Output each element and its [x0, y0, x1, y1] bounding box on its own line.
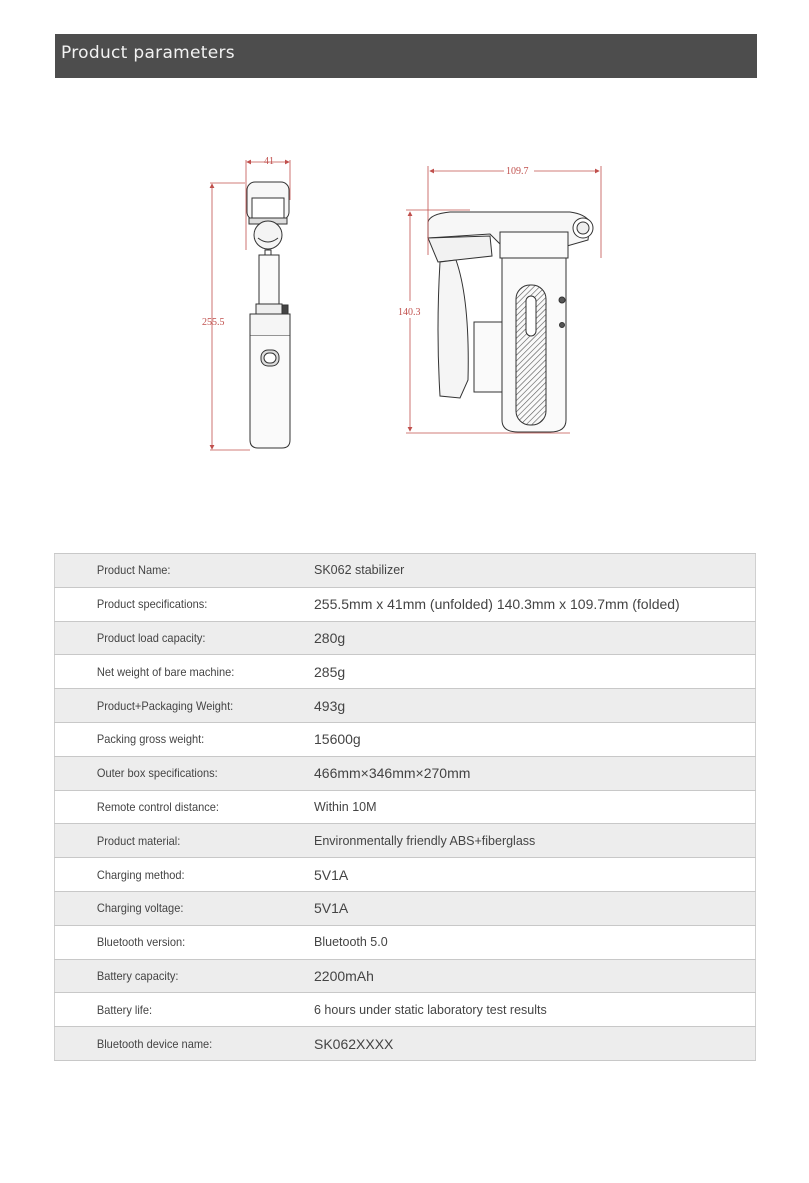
- spec-table: [54, 553, 756, 1061]
- height-label-unfolded: 255.5: [202, 317, 225, 328]
- width-label-unfolded: 41: [264, 156, 274, 167]
- spec-row: [55, 824, 756, 858]
- spec-label: Remote control distance:: [96, 799, 219, 814]
- spec-row: [55, 655, 756, 689]
- spec-label: Charging method:: [96, 867, 185, 882]
- spec-row: [55, 587, 756, 621]
- spec-row: [55, 722, 756, 756]
- width-label-folded: 109.7: [506, 166, 529, 177]
- spec-value: 466mm×346mm×270mm: [314, 765, 471, 782]
- spec-row: [55, 925, 756, 959]
- spec-row: [55, 1027, 756, 1061]
- spec-label: Bluetooth version:: [96, 935, 185, 950]
- spec-label: Packing gross weight:: [96, 732, 204, 747]
- spec-value: 5V1A: [314, 866, 349, 883]
- folded-stabilizer-drawing: [428, 212, 593, 432]
- dimension-diagram: [0, 140, 809, 470]
- unfolded-stabilizer-drawing: [247, 182, 290, 448]
- spec-label: Product Name:: [96, 563, 171, 578]
- spec-value: 2200mAh: [314, 967, 374, 984]
- spec-value: Within 10M: [314, 799, 377, 814]
- spec-label: Outer box specifications:: [96, 766, 218, 781]
- spec-row: [55, 621, 756, 655]
- spec-label: Battery life:: [96, 1002, 152, 1017]
- spec-label: Product material:: [96, 833, 180, 848]
- spec-label: Product+Packaging Weight:: [96, 698, 233, 713]
- spec-row: [55, 858, 756, 892]
- height-label-folded: 140.3: [398, 307, 421, 318]
- spec-value: 6 hours under static laboratory test results: [314, 1002, 547, 1017]
- spec-label: Product load capacity:: [96, 630, 205, 645]
- spec-value: SK062 stabilizer: [314, 563, 405, 578]
- section-header: [55, 34, 757, 78]
- spec-row: [55, 756, 756, 790]
- spec-value: SK062XXXX: [314, 1035, 394, 1052]
- spec-label: Battery capacity:: [96, 968, 178, 983]
- spec-value: 493g: [314, 697, 346, 714]
- spec-value: 255.5mm x 41mm (unfolded) 140.3mm x 109.7mm (folded): [314, 596, 680, 613]
- spec-row: [55, 959, 756, 993]
- spec-value: 15600g: [314, 731, 361, 748]
- spec-label: Charging voltage:: [96, 901, 183, 916]
- spec-value: 285g: [314, 663, 346, 680]
- spec-label: Net weight of bare machine:: [96, 664, 234, 679]
- spec-value: Environmentally friendly ABS+fiberglass: [314, 833, 536, 848]
- spec-row: [55, 554, 756, 588]
- spec-label: Bluetooth device name:: [96, 1036, 212, 1051]
- spec-value: 5V1A: [314, 900, 349, 917]
- spec-row: [55, 689, 756, 723]
- section-title: Product parameters: [61, 43, 235, 63]
- spec-row: [55, 993, 756, 1027]
- spec-row: [55, 790, 756, 824]
- spec-label: Product specifications:: [96, 597, 207, 612]
- spec-row: [55, 891, 756, 925]
- spec-value: Bluetooth 5.0: [314, 935, 388, 950]
- spec-value: 280g: [314, 629, 346, 646]
